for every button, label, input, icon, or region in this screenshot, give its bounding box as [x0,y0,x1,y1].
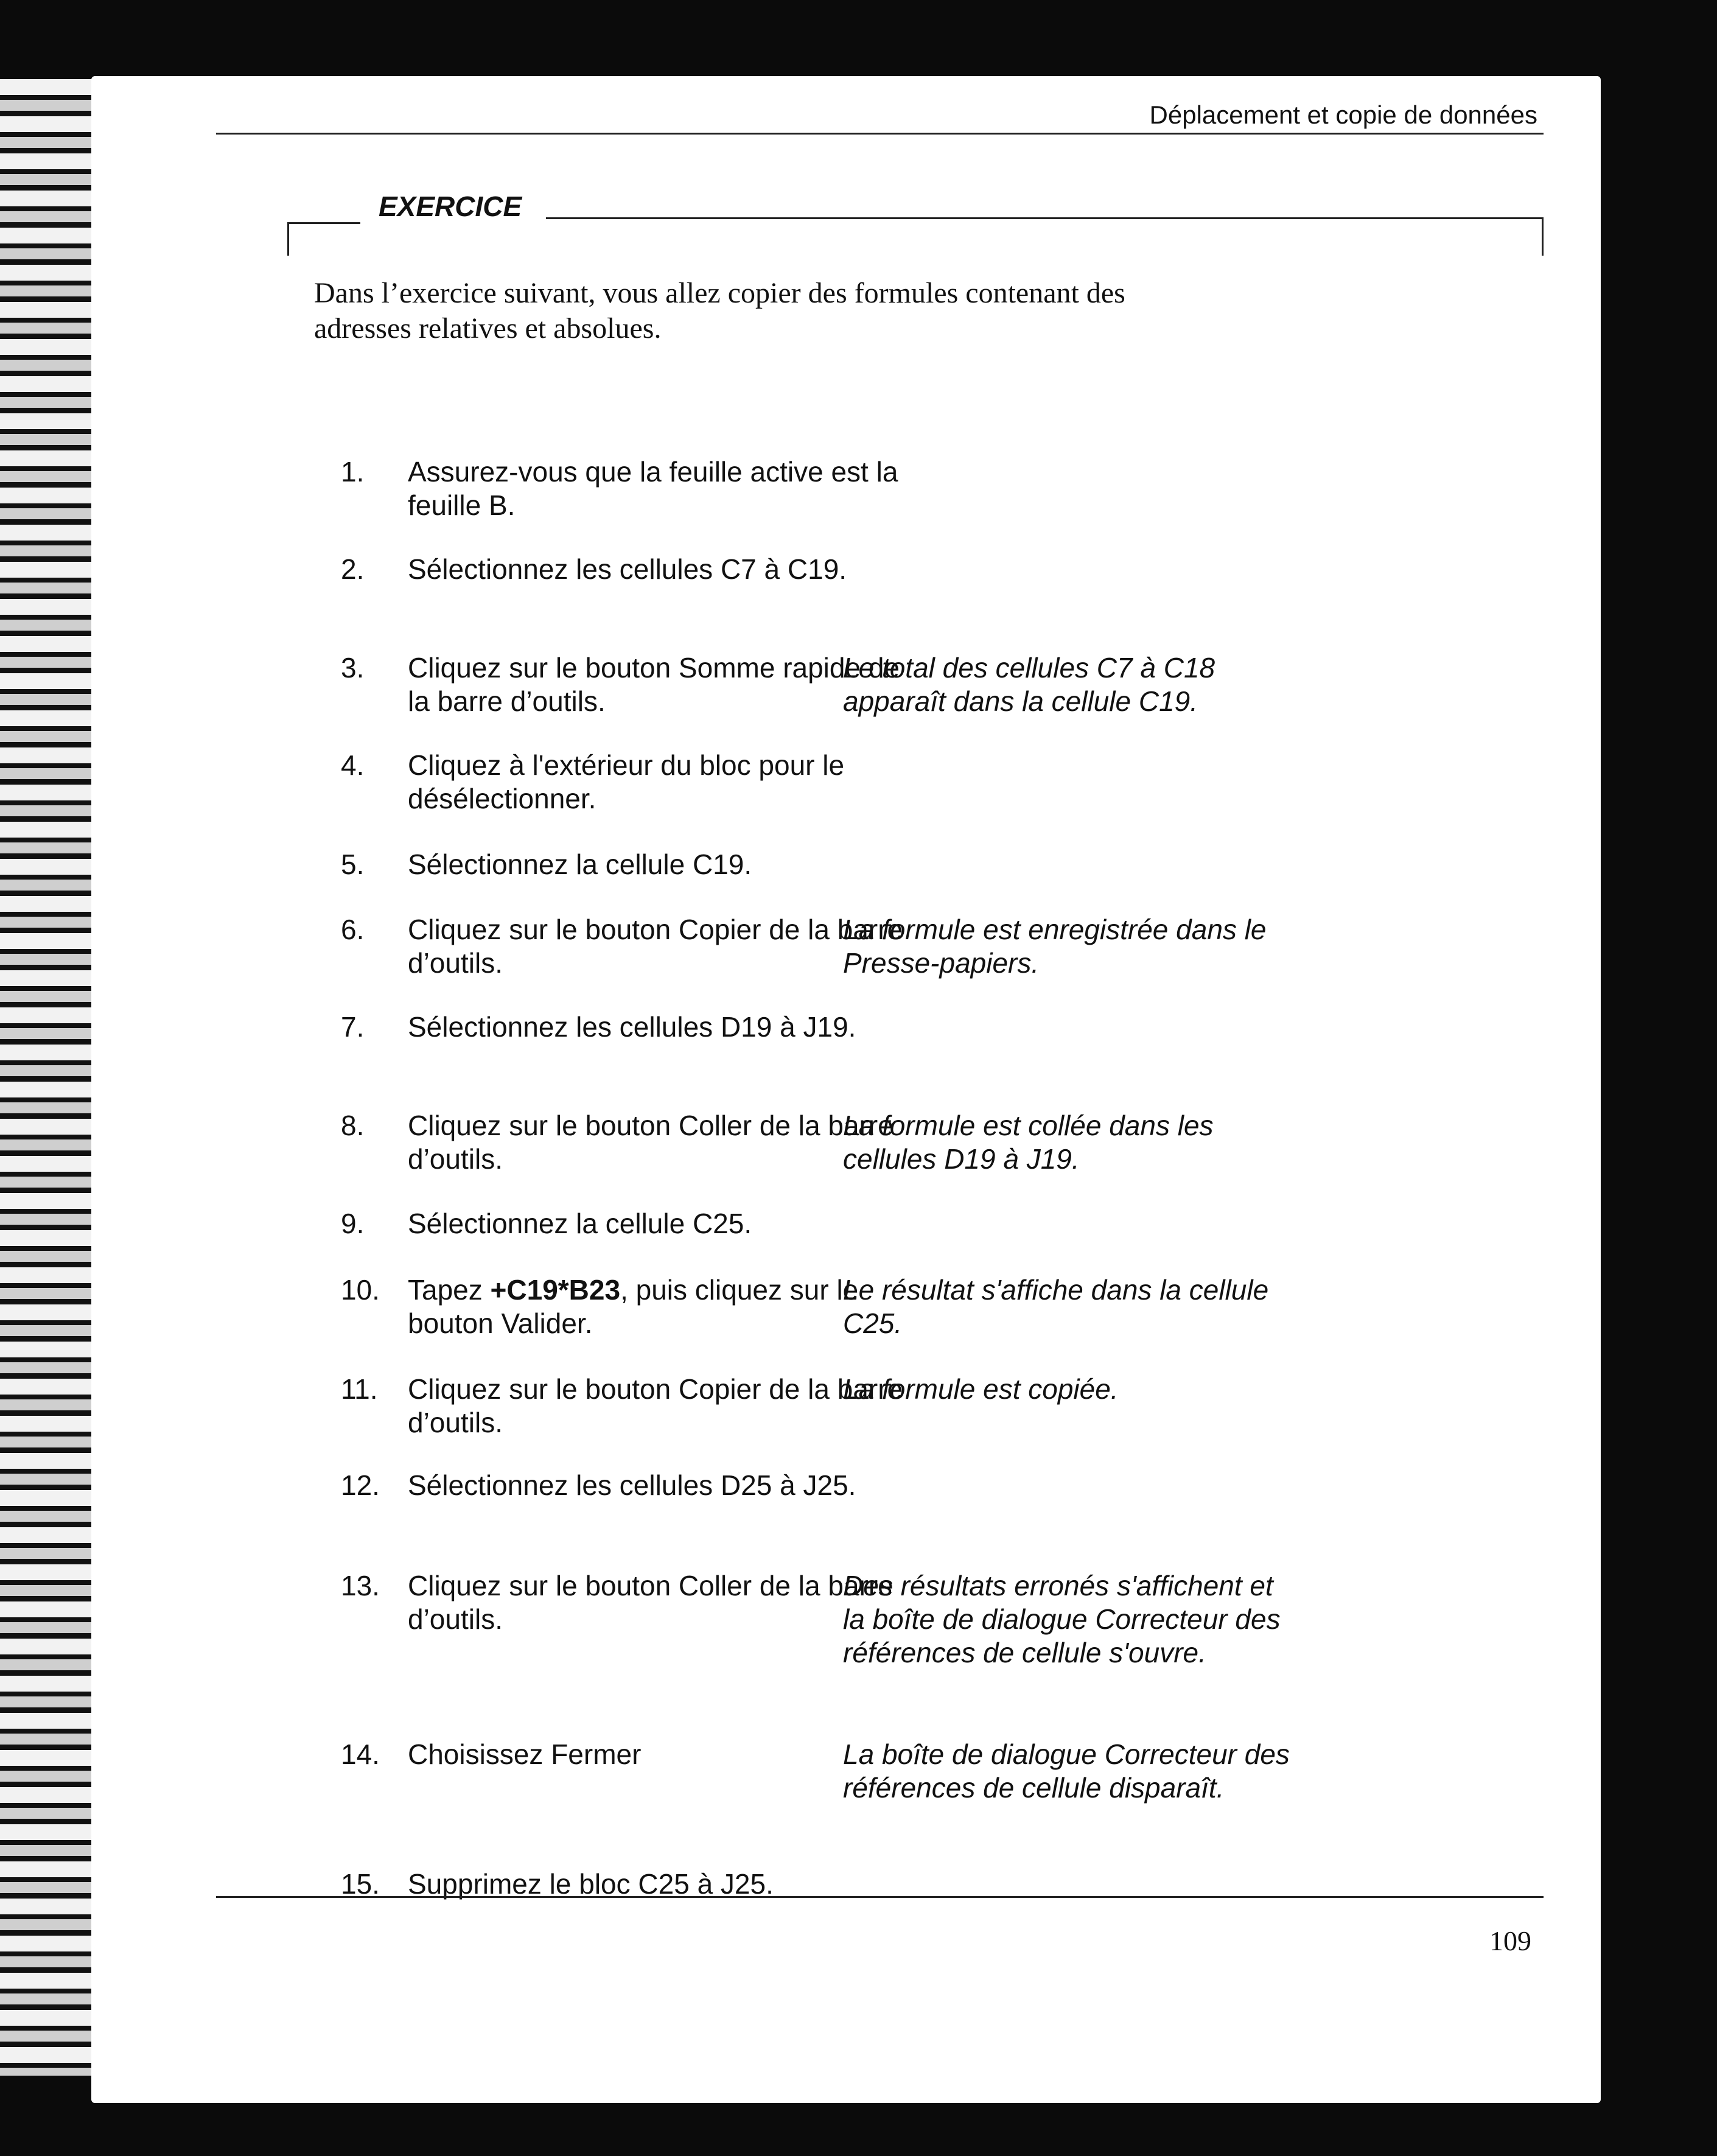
step-text-after: , puis cliquez sur le bouton Valider. [408,1274,859,1339]
page-number: 109 [1489,1925,1531,1956]
step-number: 6. [341,914,365,945]
step-note: La formule est enregistrée dans le Presse-papiers. [843,914,1267,979]
step-text: Sélectionnez la cellule C19. [408,849,752,880]
step-number: 3. [341,652,365,684]
step-text-before: Tapez [408,1274,491,1306]
footer-rule [216,1896,1544,1898]
step-note: Le total des cellules C7 à C18 apparaît dans la cellule C19. [843,652,1215,717]
step-number: 7. [341,1011,365,1043]
step-text: Cliquez sur le bouton Copier de la barre d’outils. [408,1373,903,1438]
step-number: 5. [341,849,365,880]
step-number: 10. [341,1274,380,1306]
step-number: 12. [341,1469,380,1501]
exercise-title: EXERCICE [379,191,522,222]
step-text: Choisissez Fermer [408,1738,642,1770]
exercise-frame-left [287,222,360,224]
running-header: Déplacement et copie de données [1149,100,1537,129]
step-note: La formule est copiée. [843,1373,1119,1405]
step-text: Cliquez à l'extérieur du bloc pour le désélectionner. [408,749,845,814]
exercise-frame-right [546,217,1544,219]
exercise-frame-left-edge [287,222,289,256]
step-note: Des résultats erronés s'affichent et la boîte de dialogue Correcteur des références de cellule s'ouvre. [843,1570,1281,1668]
step-text: Sélectionnez les cellules C7 à C19. [408,553,847,585]
step-text: Cliquez sur le bouton Copier de la barre d’outils. [408,914,903,979]
step-text: Sélectionnez la cellule C25. [408,1208,752,1239]
step-number: 11. [341,1373,378,1405]
step-note: La boîte de dialogue Correcteur des références de cellule disparaît. [843,1738,1290,1804]
step-number: 4. [341,749,365,781]
step-text: Sélectionnez les cellules D19 à J19. [408,1011,856,1043]
step-text: Cliquez sur le bouton Coller de la barre d’outils. [408,1110,893,1175]
step-text: Sélectionnez les cellules D25 à J25. [408,1469,856,1501]
step-number: 14. [341,1738,380,1770]
step-text: Cliquez sur le bouton Somme rapide de la barre d’outils. [408,652,900,717]
step-number: 1. [341,456,365,488]
step-text: Supprimez le bloc C25 à J25. [408,1868,774,1900]
step-text: Assurez-vous que la feuille active est la feuille B. [408,456,898,521]
header-rule [216,133,1544,135]
step-number: 8. [341,1110,365,1141]
step-number: 13. [341,1570,380,1601]
step-note: La formule est collée dans les cellules D19 à J19. [843,1110,1214,1175]
step-number: 2. [341,553,365,585]
step-text: Cliquez sur le bouton Coller de la barre d’outils. [408,1570,893,1635]
exercise-frame-right-edge [1542,217,1544,256]
step-number: 9. [341,1208,365,1239]
step-note: Le résultat s'affiche dans la cellule C25. [843,1274,1269,1339]
formula-text: +C19*B23 [490,1274,621,1306]
exercise-intro: Dans l’exercice suivant, vous allez copier des formules contenant des adresses relatives et absolues. [314,277,1125,345]
step-number: 15. [341,1868,380,1900]
